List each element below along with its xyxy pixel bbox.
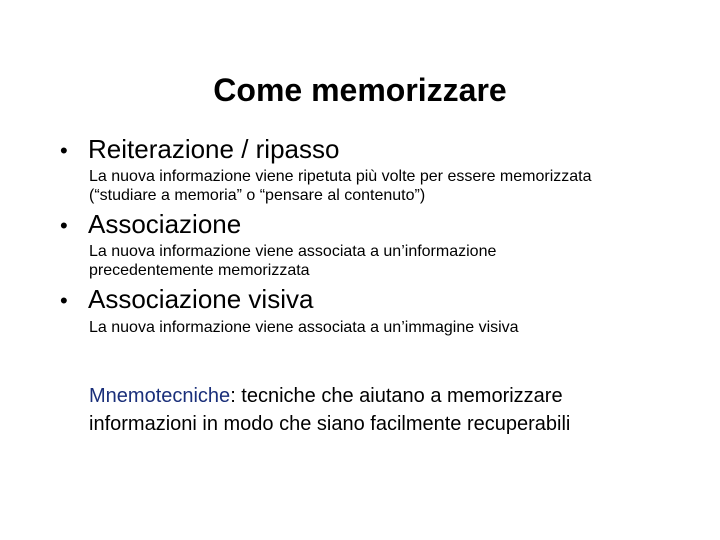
bullet-heading: Associazione: [88, 209, 242, 239]
bullet-description: [89, 242, 496, 280]
description-line: La nuova informazione viene ripetuta più volte per essere memorizzata: [89, 168, 592, 185]
bullet-icon: •: [60, 213, 68, 238]
bullet-description: [89, 167, 592, 205]
note-line: informazioni in modo che siano facilmente recuperabili: [89, 413, 571, 435]
bullet-item-associazione: [60, 209, 241, 240]
bullet-heading: Reiterazione / ripasso: [88, 134, 340, 164]
bullet-icon: •: [60, 288, 68, 313]
description-line: (“studiare a memoria” o “pensare al contenuto”): [89, 187, 426, 204]
slide-title: Come memorizzare: [213, 72, 507, 108]
note-definition: : tecniche che aiutano a memorizzare: [230, 385, 563, 407]
bullet-item-associazione-visiva: [60, 284, 313, 315]
mnemotecniche-note: [89, 382, 570, 438]
description-line: La nuova informazione viene associata a un’immagine visiva: [89, 319, 519, 336]
description-line: La nuova informazione viene associata a un’informazione: [89, 243, 497, 260]
bullet-heading: Associazione visiva: [88, 284, 314, 314]
note-term: Mnemotecniche: [89, 385, 231, 407]
bullet-item-reiterazione: [60, 134, 339, 165]
bullet-icon: •: [60, 138, 68, 163]
bullet-description: [89, 318, 519, 337]
note-line: [89, 382, 570, 410]
description-line: precedentemente memorizzata: [89, 262, 310, 279]
